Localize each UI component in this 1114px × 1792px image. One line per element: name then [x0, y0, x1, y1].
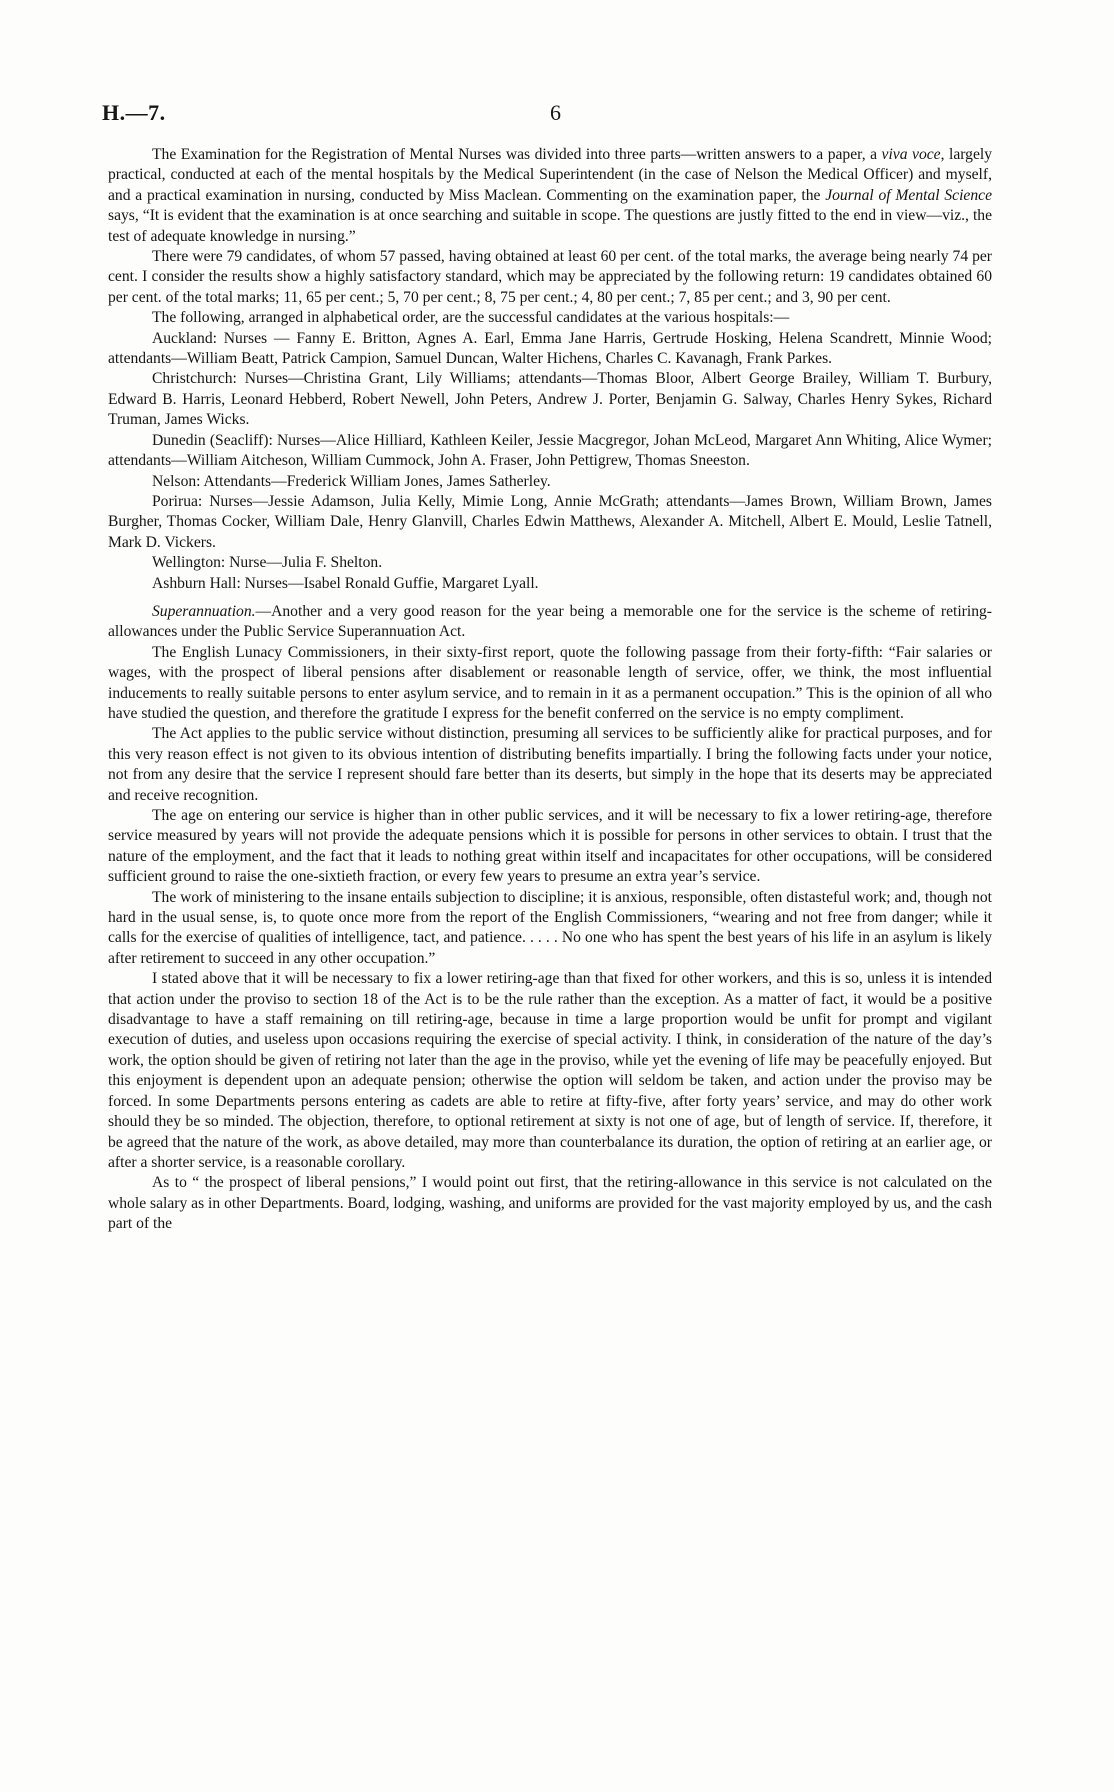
paragraph-lunacy-commissioners: The English Lunacy Commissioners, in their sixty-first report, quote the following passage from their forty-fifth: “Fair salaries or wages, with the prospect of liberal pensions after disablement or reasonable length of service, offer, we think, the most influential inducements to really suitable persons to enter asylum service, and to remain in it as a permanent occupation.” This is the opinion of all who have studied the question, and therefore the gratitude I express for the benefit conferred on the service is no empty compliment. — [108, 643, 992, 722]
paragraph-porirua: Porirua: Nurses—Jessie Adamson, Julia Kelly, Mimie Long, Annie McGrath; attendants—James Brown, William Brown, James Burgher, Thomas Cocker, William Dale, Henry Glanvill, Charles Edwin Matthews, Alexander A. Mitchell, Albert E. Mould, Leslie Tatnell, Mark D. Vickers. — [108, 492, 992, 551]
paragraph-nelson: Nelson: Attendants—Frederick William Jones, James Satherley. — [152, 472, 551, 490]
paragraph-examination: The Examination for the Registration of Mental Nurses was divided into three parts—written answers to a paper, a viva voce, largely practical, conducted at each of the mental hospitals by the Medical Superintendent (in the case of Nelson the Medical Officer) and myself, and a practical examination in nursing, conducted by Miss Maclean. Commenting on the examination paper, the Journal of Mental Science says, “It is evident that the examination is at once searching and suitable in scope. The questions are justly fitted to the end in view—viz., the test of adequate knowledge in nursing.” — [108, 146, 993, 245]
italic-viva-voce: viva voce — [881, 146, 941, 163]
paragraph-retiring-age: I stated above that it will be necessary to fix a lower retiring-age than that fixed for other workers, and this is so, unless it is intended that action under the proviso to section 18 of the Act is to be the rule rather than the exception. As a matter of fact, it would be a positive disadvantage to have a staff remaining on till retiring-age, because in time a large proportion would be unfit for prompt and vigilant execution of duties, and useless upon occasions requiring the exercise of special activity. I think, in consideration of the nature of the day’s work, the option should be given of retiring not later than the age in the proviso, while yet the evening of life may be peacefully enjoyed. But this enjoyment is dependent upon an adequate pension; otherwise the option will seldom be taken, and action under the proviso may be forced. In some Departments persons entering as cadets are able to retire at fifty-five, after forty years’ service, and may do other work should they be so minded. The objection, therefore, to optional retirement at sixty is not one of age, but of length of service. If, therefore, it be agreed that the nature of the work, as above detailed, may more than counterbalance its duration, the option of retiring at an earlier age, or after a shorter service, is a reasonable corollary. — [108, 970, 992, 1171]
paragraph-christchurch: Christchurch: Nurses—Christina Grant, Lily Williams; attendants—Thomas Bloor, Albert George Brailey, William T. Burbury, Edward B. Harris, Leonard Hebberd, Robert Newell, John Peters, Andrew J. Porter, Benjamin G. Salway, Charles Henry Sykes, Richard Truman, James Wicks. — [108, 370, 992, 429]
paragraph-work-of-ministering: The work of ministering to the insane entails subjection to discipline; it is anxious, responsible, often distasteful work; and, though not hard in the usual sense, is, to quote once more from the report of the English Commissioners, “wearing and not free from danger; while it calls for the exercise of qualities of intelligence, tact, and patience. . . . . No one who has spent the best years of his life in an asylum is likely after retirement to succeed in any other occupation.” — [108, 888, 992, 967]
paragraph-successful-intro: The following, arranged in alphabetical order, are the successful candidates at the various hospitals:— — [152, 309, 790, 327]
paragraph-age-on-entering: The age on entering our service is higher than in other public services, and it will be necessary to fix a lower retiring-age, therefore service measured by years will not provide the adequate pensions which it is possible for persons in other services to obtain. I trust that the nature of the employment, and the fact that it leads to nothing great within itself and incapacitates for other occupations, will be considered sufficient ground to raise the one-sixtieth fraction, or every few years to presume an extra year’s service. — [108, 807, 992, 886]
body-text — [108, 145, 992, 1235]
paragraph-ashburn-hall: Ashburn Hall: Nurses—Isabel Ronald Guffie, Margaret Lyall. — [152, 574, 539, 592]
section-heading-superannuation: Superannuation. — [152, 602, 256, 620]
paragraph-auckland: Auckland: Nurses — Fanny E. Britton, Agnes A. Earl, Emma Jane Harris, Gertrude Hosking, Helena Scandrett, Minnie Wood; attendants—William Beatt, Patrick Campion, Samuel Duncan, Walter Hichens, Charles C. Kavanagh, Frank Parkes. — [108, 329, 992, 368]
paragraph-superannuation: Superannuation.—Another and a very good reason for the year being a memorable one for the service is the scheme of retiring-allowances under the Public Service Superannuation Act. — [108, 602, 992, 641]
paragraph-dunedin: Dunedin (Seacliff): Nurses—Alice Hilliard, Kathleen Keiler, Jessie Macgregor, Johan McLeod, Margaret Ann Whiting, Alice Wymer; attendants—William Aitcheson, William Cummock, John A. Fraser, John Pettigrew, Thomas Sneeston. — [108, 431, 992, 470]
document-reference: H.—7. — [102, 100, 166, 125]
paragraph-candidates: There were 79 candidates, of whom 57 passed, having obtained at least 60 per cent. of the total marks, the average being nearly 74 per cent. I consider the results show a highly satisfactory standard, which may be appreciated by the following return: 19 candidates obtained 60 per cent. of the total marks; 11, 65 per cent.; 5, 70 per cent.; 8, 75 per cent.; 4, 80 per cent.; 7, 85 per cent.; and 3, 90 per cent. — [108, 248, 992, 306]
paragraph-act-applies: The Act applies to the public service without distinction, presuming all services to be sufficiently alike for practical purposes, and for this very reason effect is not given to its obvious intention of distributing benefits impartially. I bring the following facts under your notice, not from any desire that the service I represent should fare better than its deserts, but simply in the hope that its deserts may be appreciated and receive recognition. — [108, 725, 992, 804]
paragraph-wellington: Wellington: Nurse—Julia F. Shelton. — [152, 554, 383, 572]
paragraph-liberal-pensions: As to “ the prospect of liberal pensions,” I would point out first, that the retiring-allowance in this service is not calculated on the whole salary as in other Departments. Board, lodging, washing, and uniforms are provided for the vast majority employed by us, and the cash part of the — [108, 1174, 992, 1233]
page-number: 6 — [550, 100, 561, 125]
italic-journal-title: Journal of Mental Science — [825, 186, 992, 204]
page-header — [102, 100, 1012, 130]
